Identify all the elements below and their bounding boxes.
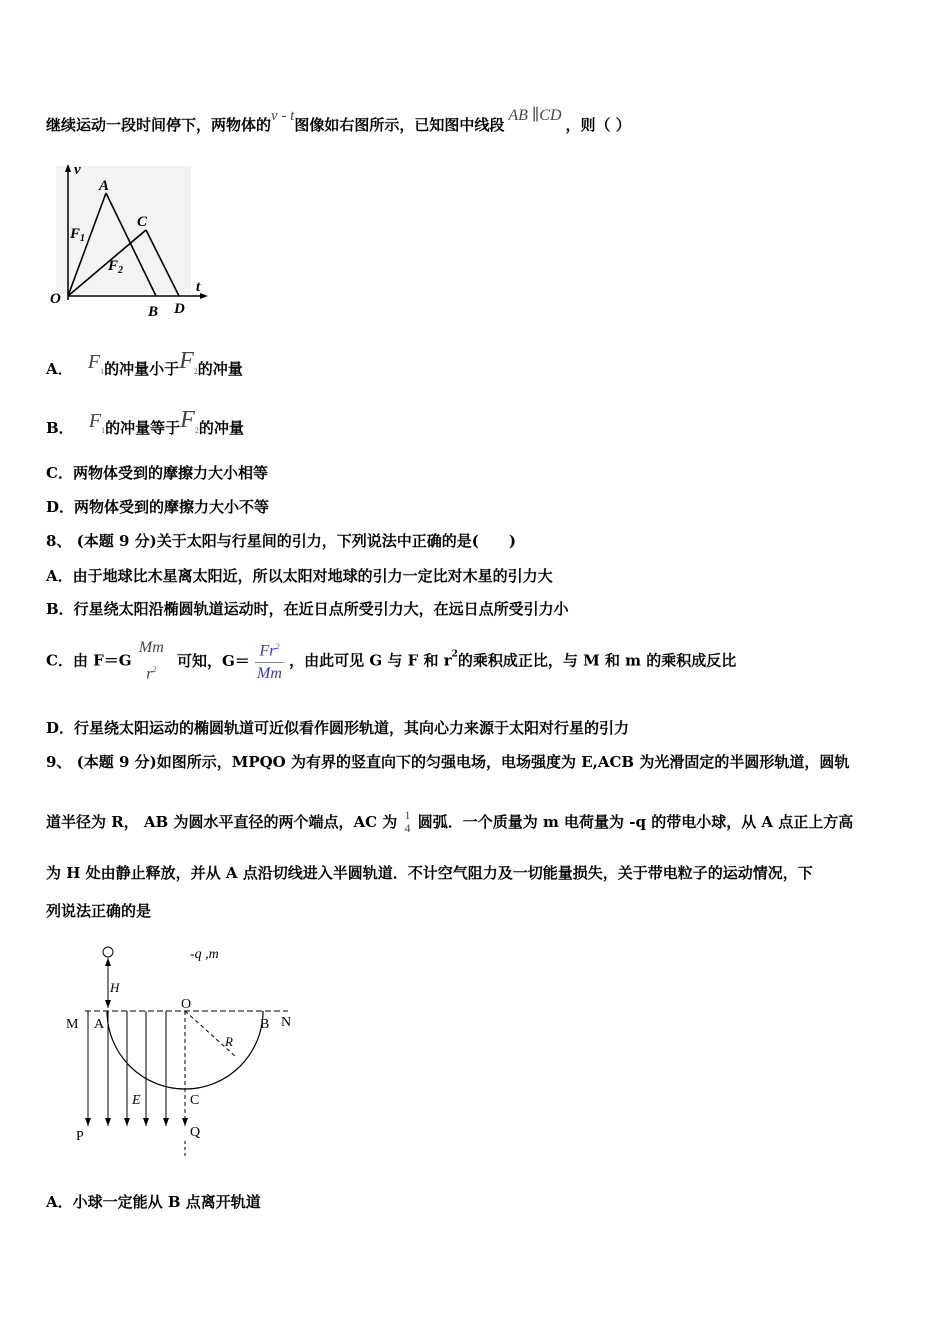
field-arrow [143, 1118, 149, 1126]
subscript-1: 1 [100, 367, 105, 376]
field-diagram [60, 936, 320, 1166]
q7-text-2: 图像如右图所示，已知图中线段 [294, 116, 505, 134]
symbol-F: F [179, 348, 194, 374]
q8-c-middle: 可知，G＝ [176, 651, 250, 670]
ab-parallel-cd: AB ∥CD [508, 107, 562, 124]
q9-line-3: 为 H 处由静止释放，并从 A 点沿切线进入半圆轨道．不计空气阻力及一切能量损失，关于带电粒子的运动情况，下 [46, 864, 813, 882]
label-E: E [132, 1093, 141, 1108]
field-arrow [182, 1118, 188, 1126]
q8-option-b: B．行星绕太阳沿椭圆轨道运动时，在近日点所受引力大，在远日点所受引力小 [46, 600, 569, 618]
t-axis-arrow [200, 293, 208, 299]
q8-c-prefix: C．由 F＝G [46, 651, 132, 670]
ball-circle [103, 947, 113, 957]
label-F2: $F_2$ [108, 258, 124, 276]
q8-option-d: D．行星绕太阳运动的椭圆轨道可近似看作圆形轨道，其向心力来源于太阳对行星的引力 [46, 719, 630, 737]
q8-c-post-2: 的乘积成正比，与 M 和 m 的乘积成反比 [457, 651, 737, 670]
numerator: Fr$^2$ [255, 636, 284, 663]
denominator: Mm [257, 665, 282, 683]
q7-option-c [46, 463, 268, 483]
label-R: R [225, 1034, 233, 1049]
denominator: 4 [404, 821, 411, 835]
option-text: 两物体受到的摩擦力大小相等 [72, 464, 268, 482]
option-label: A． [46, 360, 73, 378]
vt-graph [46, 158, 216, 323]
q7-option-a [46, 348, 243, 382]
superscript-2: 2 [451, 649, 458, 660]
label-M: M [66, 1017, 79, 1032]
q7-text-1: 继续运动一段时间停下，两物体的 [46, 116, 272, 134]
label-A: A [94, 1017, 105, 1032]
field-arrow [124, 1118, 130, 1126]
numerator: 1 [404, 808, 411, 822]
label-P: P [76, 1129, 84, 1144]
q8-option-a: A．由于地球比木星离太阳近，所以太阳对地球的引力一定比对木星的引力大 [46, 567, 553, 585]
label-O: O [181, 997, 192, 1012]
q7-option-d [46, 497, 269, 517]
label-D: D [174, 301, 185, 317]
label-H: H [110, 980, 120, 995]
q9-option-a: A．小球一定能从 B 点离开轨道 [46, 1193, 261, 1211]
option-label: B． [46, 419, 74, 437]
field-arrow [85, 1118, 91, 1126]
symbol-F: F [88, 410, 102, 432]
q9-line-2b: 圆弧．一个质量为 m 电荷量为 -q 的带电小球，从 A 点正上方高 [417, 813, 854, 831]
label-F1: $F_1$ [70, 226, 86, 244]
fraction-one-quarter [402, 809, 412, 835]
label-v: v [74, 162, 81, 178]
field-arrow [105, 1118, 111, 1126]
height-arrow-down [105, 1000, 111, 1008]
field-arrow [163, 1118, 169, 1126]
q9-line-2a: 道半径为 R， AB 为圆水平直径的两个端点，AC 为 [46, 813, 398, 831]
label-O: O [50, 291, 61, 307]
label-Q: Q [190, 1125, 201, 1140]
label-charge-mass: -q ,m [190, 947, 219, 962]
q8-stem: 8、 (本题 9 分)关于太阳与行星间的引力，下列说法中正确的是( ) [46, 532, 516, 550]
height-arrow-up [105, 958, 111, 966]
label-B: B [260, 1017, 270, 1032]
label-B: B [148, 304, 159, 320]
q7-continuation [46, 107, 631, 136]
vt-symbol: v - t [271, 108, 295, 124]
subscript-1: 1 [101, 426, 106, 435]
option-text: 两物体受到的摩擦力大小不等 [74, 498, 270, 516]
symbol-F: F [87, 351, 101, 373]
q7-option-b [46, 407, 244, 441]
numerator: Mm [138, 638, 164, 656]
label-C: C [137, 214, 148, 230]
option-text-end: 的冲量 [198, 419, 244, 437]
subscript-2: 2 [194, 426, 199, 435]
q8-option-c [46, 636, 736, 685]
option-text: 的冲量等于 [105, 419, 181, 437]
subscript-2: 2 [193, 367, 198, 376]
q7-text-3: ，则（ ） [565, 116, 631, 134]
option-label: C． [46, 464, 73, 482]
q8-c-post: ，由此可见 G 与 F 和 r [289, 651, 452, 670]
q9-line-1: 9、 (本题 9 分)如图所示，MPQO 为有界的竖直向下的匀强电场，电场强度为 E,ACB 为光滑固定的半圆形轨道，圆轨 [46, 753, 850, 771]
fraction-Fr2-over-Mm [255, 636, 284, 685]
denominator: $r^2$ [146, 664, 157, 682]
option-label: D． [46, 498, 75, 516]
option-text: 的冲量小于 [104, 360, 180, 378]
q9-line-2 [46, 803, 853, 840]
q9-line-4: 列说法正确的是 [46, 902, 152, 920]
option-text-end: 的冲量 [197, 360, 243, 378]
label-t: t [196, 279, 201, 295]
field-arrows [85, 1118, 188, 1126]
symbol-F: F [180, 407, 195, 433]
fraction-Mm-over-r2 [137, 637, 166, 685]
label-C: C [190, 1093, 200, 1108]
label-N: N [281, 1015, 292, 1030]
label-A: A [99, 178, 110, 194]
